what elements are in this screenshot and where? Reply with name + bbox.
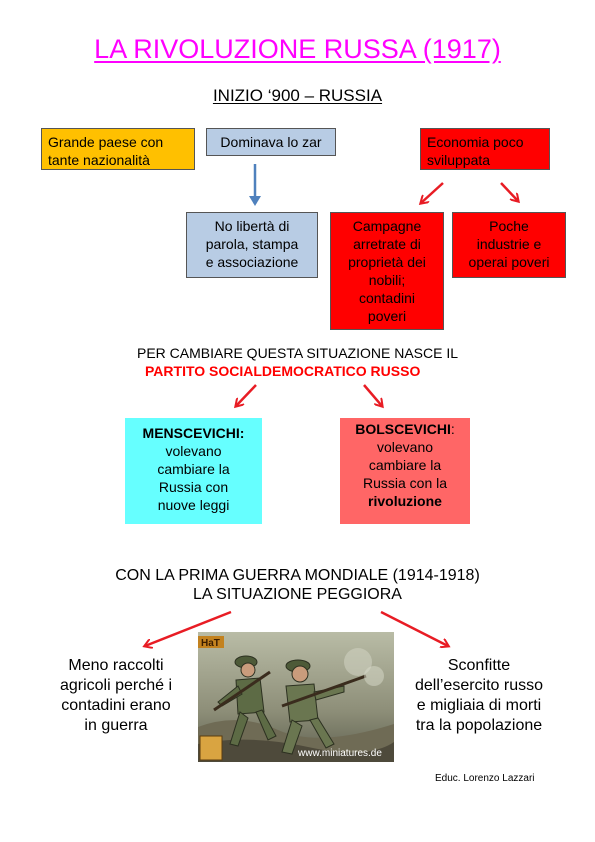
section-subtitle: INIZIO ‘900 – RUSSIA [212, 86, 383, 105]
faction-name: BOLSCEVICHI [355, 421, 451, 437]
photo-logo: HaT [201, 638, 220, 649]
box-line: industrie e [476, 236, 542, 252]
page-title: LA RIVOLUZIONE RUSSA (1917) [94, 34, 501, 64]
faction-line: Russia con [158, 479, 229, 495]
faction-line: cambiare la [368, 457, 442, 473]
effect-line: Meno raccolti [68, 657, 164, 674]
box-line: Campagne [352, 218, 422, 234]
war-line: LA SITUAZIONE PEGGIORA [193, 586, 402, 603]
faction-line-bold: rivoluzione [368, 493, 442, 509]
arrow-war-right [381, 612, 448, 646]
box-line: parola, stampa [205, 236, 299, 252]
effect-line: dell’esercito russo [414, 677, 544, 694]
effect-line: Sconfitte [447, 657, 511, 674]
faction-line: cambiare la [157, 461, 230, 477]
effect-line: agricoli perché i [59, 677, 173, 694]
arrow-party-right [364, 385, 382, 406]
effect-line: tra la popolazione [415, 717, 543, 734]
box-line: No libertà di [214, 218, 290, 234]
effect-line: e migliaia di morti [416, 697, 542, 714]
box-line: nobili; [368, 272, 406, 288]
box-line: operai poveri [468, 254, 550, 270]
box-line: Economia poco [427, 134, 524, 150]
box-line: e associazione [205, 254, 299, 270]
box-line: Grande paese con [48, 134, 164, 150]
arrow-war-left [145, 612, 231, 646]
war-line: CON LA PRIMA GUERRA MONDIALE (1914-1918) [115, 567, 480, 584]
effect-line: contadini erano [61, 697, 171, 714]
box-line: arretrate di [353, 236, 421, 252]
arrow-economy-right [501, 183, 518, 201]
arrow-economy-left [421, 183, 443, 203]
box-line: sviluppata [427, 152, 491, 168]
photo-watermark: www.miniatures.de [298, 748, 382, 759]
box-line: contadini [358, 290, 416, 306]
effect-line: in guerra [84, 717, 148, 734]
box-line: Poche [489, 218, 529, 234]
faction-line: volevano [165, 443, 222, 459]
arrow-party-left [236, 385, 256, 406]
box-line: proprietà dei [348, 254, 426, 270]
box-line: tante nazionalità [48, 152, 150, 168]
faction-line: nuove leggi [157, 497, 230, 513]
faction-line: volevano [376, 439, 434, 455]
faction-name: MENSCEVICHI: [142, 425, 245, 441]
author-credit: Educ. Lorenzo Lazzari [435, 773, 535, 784]
change-line: PER CAMBIARE QUESTA SITUAZIONE NASCE IL [136, 345, 459, 361]
faction-colon: : [450, 421, 455, 437]
box-line: Dominava lo zar [220, 134, 322, 150]
faction-line: Russia con la [362, 475, 448, 491]
box-line: poveri [367, 308, 407, 324]
party-name: PARTITO SOCIALDEMOCRATICO RUSSO [145, 363, 421, 379]
